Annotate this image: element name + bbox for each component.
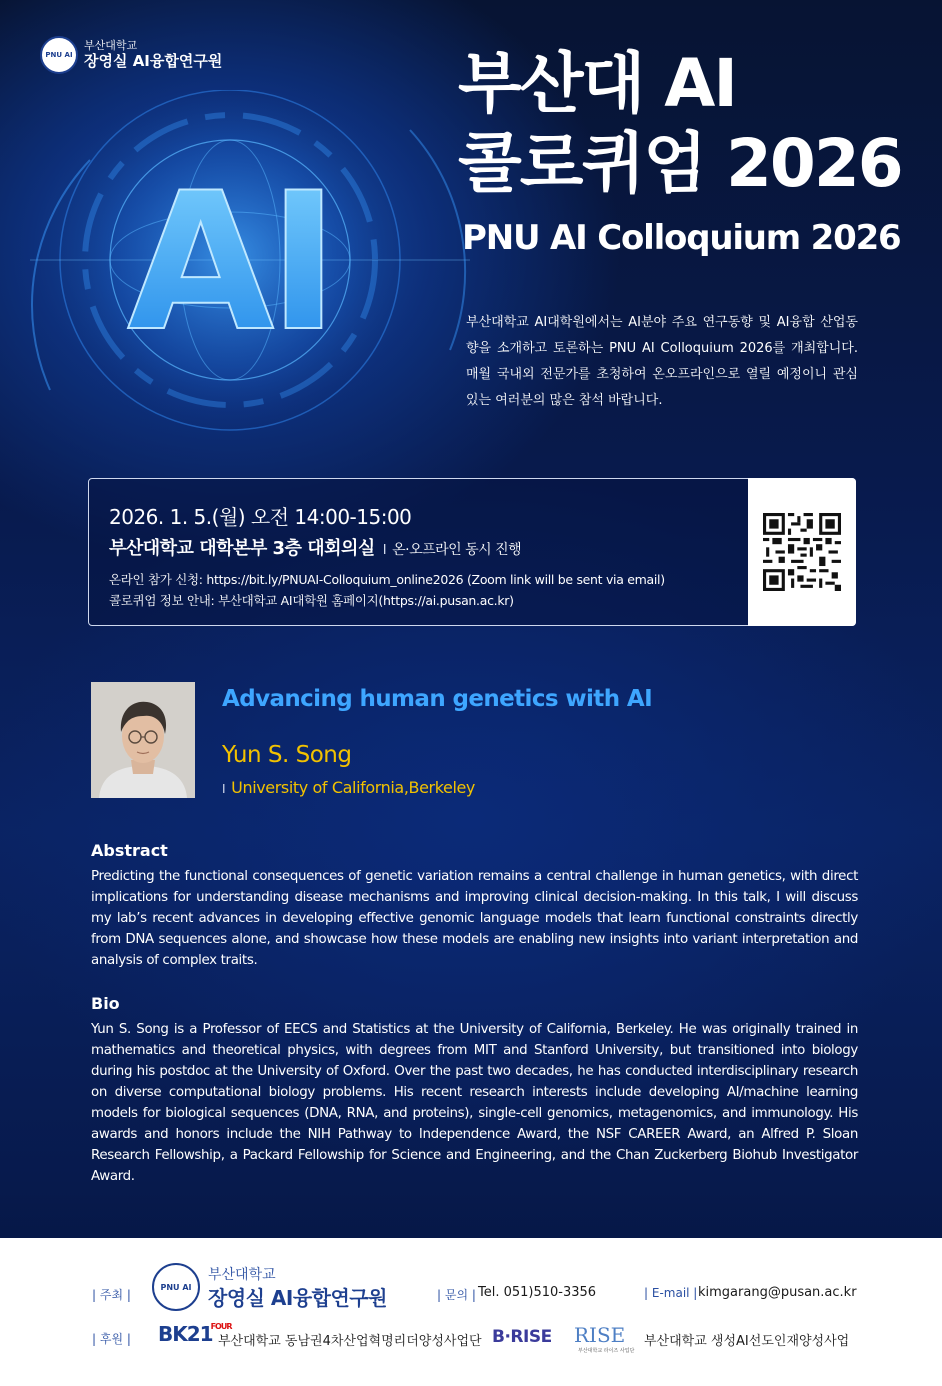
brise-logo: B·RISE [492,1327,552,1347]
qr-code-panel[interactable] [748,478,856,626]
institute-logo-text [84,39,222,71]
bk21-four-text: FOUR [210,1322,232,1331]
speaker-photo [91,682,195,798]
intro-paragraph: 부산대학교 AI대학원에서는 AI분야 주요 연구동향 및 AI융합 산업동향을 소개하고 토론하는 PNU AI Colloquium 2026를 개최합니다. 매월 국내외 전문가를 초청하여 온오프라인으로 열릴 예정이니 관심 있는 여러분의 많은 참석 바랍니다. [466,315,858,408]
online-registration-link[interactable]: 온라인 참가 신청: https://bit.ly/PNUAI-Colloquium_online2026 (Zoom link will be sent via email) [109,572,665,587]
title-korean-line1: 부산대 AI [458,45,736,122]
ai-letters: AI [127,152,333,373]
speaker-name: Yun S. Song [222,742,352,768]
university-seal-icon: PNU AI [40,36,78,74]
event-mode: 온·오프라인 동시 진행 [392,542,522,558]
rise-logo-subtext: 부산대학교 라이즈 사업단 [578,1348,635,1354]
contact-label: | 문의 | [437,1288,476,1302]
footer [0,1238,942,1386]
event-date: 2026. 1. 5.(월) 오전 14:00-15:00 [109,505,412,529]
title-korean [458,44,918,204]
event-place [109,534,521,560]
host-label: | 주최 | [92,1288,131,1302]
contact-phone[interactable]: Tel. 051)510-3356 [478,1285,597,1300]
sponsor-1: 부산대학교 동남권4차산업혁명리더양성사업단 [218,1334,482,1349]
footer-seal-icon: PNU AI [152,1263,200,1311]
bio-heading: Bio [91,994,120,1013]
affiliation-bar: I [222,782,226,796]
sponsor-2: 부산대학교 생성AI선도인재양성사업 [644,1334,850,1349]
footer-university-name: 부산대학교 [208,1267,276,1283]
speaker-affiliation [222,778,475,797]
footer-institute-name: 장영실 AI융합연구원 [208,1286,387,1310]
speaker-portrait-icon [91,682,195,798]
bk21-logo-text: BK21 [158,1322,213,1346]
event-info-box [88,478,856,626]
event-separator: I [382,543,387,558]
email-label: | E-mail | [644,1286,698,1300]
rise-logo: RISE [574,1323,626,1347]
institute-logo[interactable] [40,36,222,74]
affiliation-text: University of California,Berkeley [231,778,476,797]
abstract-heading: Abstract [91,841,168,860]
sponsor-label: | 후원 | [92,1332,131,1346]
abstract-body: Predicting the functional consequences of genetic variation remains a central challenge in human genetics, with direct implications for understanding disease mechanisms and improving clinical decision-making. In this talk, I will discuss my lab’s recent advances in developing effective genomic language models that learn functional constraints directly from DNA sequences alone, and showcase how these models are enabling new insights into variant interpretation and analysis of complex traits. [91,869,858,968]
ai-hero-graphic [30,90,470,470]
logo-university-name: 부산대학교 [84,39,138,52]
event-place-name: 부산대학교 대학본부 3층 대회의실 [109,538,375,559]
contact-email[interactable]: kimgarang@pusan.ac.kr [698,1285,857,1300]
qr-code-icon [763,513,841,591]
talk-title: Advancing human genetics with AI [222,686,653,712]
logo-institute-name: 장영실 AI융합연구원 [84,52,223,70]
title-english: PNU AI Colloquium 2026 [462,218,901,258]
title-korean-line2: 콜로퀴엄 2026 [458,125,902,202]
bio-body: Yun S. Song is a Professor of EECS and Statistics at the University of California, Berkeley. He was originally trained in mathematics and theoretical physics, with degrees from MIT and Stanford University, but transitioned into biology during his postdoc at the University of Oxford. Over the past two decades, he has conducted interdisciplinary research on diverse computational biology problems. His recent research interests include developing AI/machine learning models for biological sequences (DNA, RNA, and proteins), single-cell genomics, metagenomics, and immunology. His awards and honors include the NIH Pathway to Independence Award, the NSF CAREER Award, an Alfred P. Sloan Research Fellowship, a Packard Fellowship for Science and Engineering, and the Chan Zuckerberg Biohub Investigator Award. [91,1022,858,1184]
colloquium-info-link[interactable]: 콜로퀴엄 정보 안내: 부산대학교 AI대학원 홈페이지(https://ai.pusan.ac.kr) [109,593,514,608]
